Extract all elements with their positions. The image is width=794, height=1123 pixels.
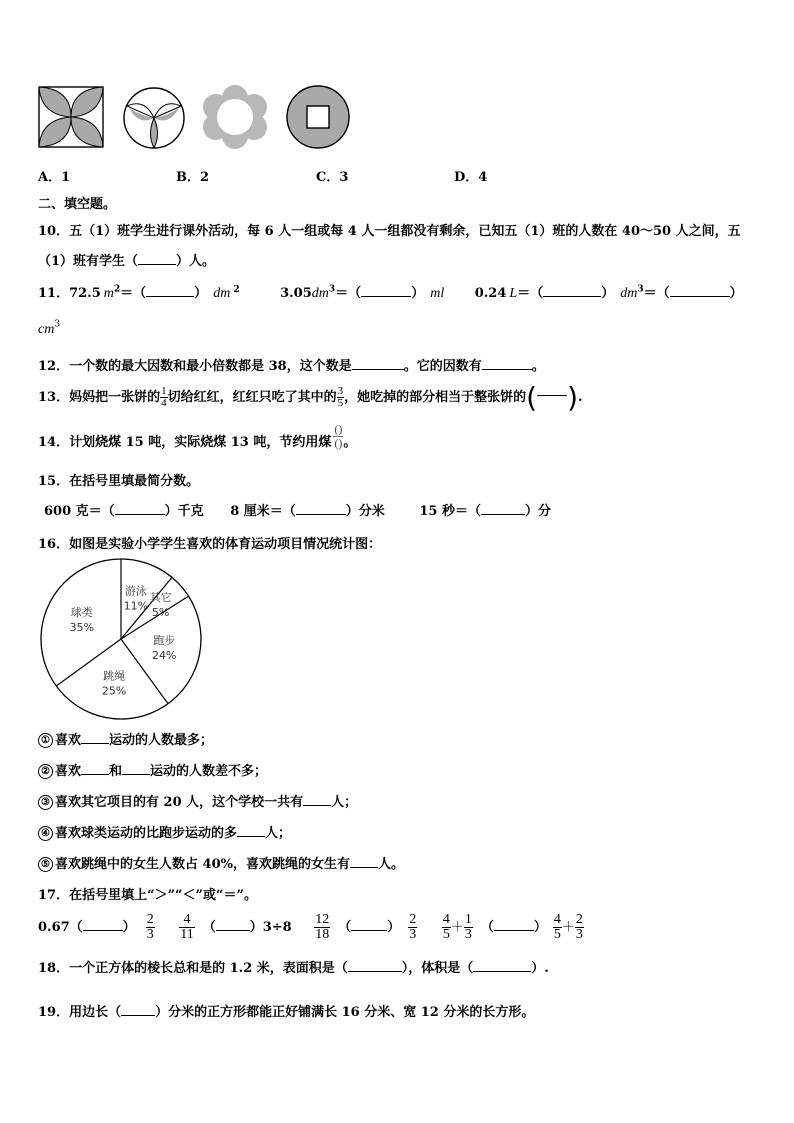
q17-open-3: （ [338, 920, 352, 935]
q11-close-1: ） [194, 286, 208, 301]
q11-unit-cm: cm [38, 322, 55, 337]
pie-slice-name-4: 跳绳 [103, 669, 126, 683]
figure-b-circle-petals [121, 86, 187, 150]
q11-unit-L: L [509, 286, 518, 301]
q11-unit-dm2: dm [213, 286, 231, 301]
q11-close-2: ） [411, 286, 425, 301]
q17-close-3: ） [387, 920, 401, 935]
q13-fraction-2 [337, 386, 345, 409]
q17-f23-den: 3 [146, 927, 154, 942]
pie-slice-percent-3: 24% [151, 649, 177, 663]
q16-item-2 [38, 760, 267, 779]
q13-text-a: 13．妈妈把一张饼的 [38, 390, 161, 405]
q11-unit-m: m [103, 286, 114, 301]
pie-slice-name-2: 其它 [149, 591, 172, 605]
q11-value-1: 72.5 [69, 286, 101, 301]
q11-sup-2: 2 [233, 284, 240, 295]
q13-fraction-1 [160, 386, 168, 409]
q16-4-text-a: 喜欢球类运动的比跑步运动的多 [55, 826, 238, 841]
q16-3-text-a: 喜欢其它项目的有 20 人，这个学校一共有 [55, 795, 304, 810]
q16-4-blank[interactable] [237, 836, 265, 837]
q12-blank-2[interactable] [482, 369, 532, 370]
q17-frac-4-5 [442, 913, 451, 942]
q14-f-num: () [334, 422, 343, 436]
q16-2-text-c: 运动的人数差不多； [150, 764, 268, 779]
q17-blank-1[interactable] [83, 930, 123, 931]
q11-value-3: 0.24 [474, 286, 507, 301]
q17-close-2: ） [249, 920, 263, 935]
q10-line2 [38, 250, 215, 269]
q17-f45-den: 5 [442, 927, 450, 942]
q11-cm3 [38, 318, 60, 338]
q11-eq-2: ＝（ [335, 286, 362, 301]
q11-unit-dm3-b: dm [620, 286, 638, 301]
q17-frac-2-3 [146, 913, 155, 942]
q18-text-b: ），体积是（ [401, 961, 474, 976]
q11-sup-4: 3 [637, 284, 644, 295]
q13-f2-num: 3 [337, 385, 344, 397]
q16-5-blank[interactable] [350, 867, 378, 868]
q13-line [38, 380, 583, 414]
q17-frac-2-3-b [408, 913, 417, 942]
q12-text-a: 12．一个数的最大因数和最小倍数都是 38，这个数是 [38, 359, 352, 374]
q19-text-a: 19．用边长（ [38, 1005, 122, 1020]
option-c[interactable]: C．3 [316, 170, 349, 185]
q13-text-b: 切给红红，红红只吃了其中的 [167, 390, 337, 405]
q17-a-text: 0.67（ [38, 920, 83, 935]
q17-f411-num: 4 [179, 913, 194, 928]
q16-1-text-b: 运动的人数最多； [109, 733, 214, 748]
q17-f23b-num: 2 [409, 912, 417, 927]
q17-close-4: ） [533, 920, 547, 935]
q15-blank-2[interactable] [296, 514, 346, 515]
q15-a-unit: ）千克 [164, 504, 204, 519]
q17-line [38, 910, 584, 946]
section-heading: 二、填空题。 [38, 197, 117, 212]
q11-sup-1: 2 [113, 284, 121, 295]
q14-line [38, 423, 356, 456]
q18-text-c: ）. [531, 961, 549, 976]
q17-open-4: （ [480, 920, 494, 935]
option-b[interactable]: B．2 [176, 170, 210, 185]
q17-open-2: （ [202, 920, 216, 935]
figure-d-coin [285, 84, 351, 150]
q16-1-blank[interactable] [81, 743, 109, 744]
q15-b-text: 8 厘米＝（ [230, 504, 296, 519]
q12-blank-1[interactable] [352, 369, 404, 370]
q15-blank-1[interactable] [115, 514, 165, 515]
q15-blank-3[interactable] [481, 514, 525, 515]
q11-value-2: 3.05 [280, 286, 312, 301]
q11-number: 11． [38, 286, 70, 301]
q18-blank-2[interactable] [473, 971, 531, 972]
pie-chart [36, 554, 206, 724]
q17-f13-num: 1 [464, 912, 472, 927]
q16-2-text-b: 和 [109, 764, 123, 779]
q11-blank-3[interactable] [543, 296, 601, 297]
q15-a-text: 600 克＝（ [44, 504, 115, 519]
q17-f45-num: 4 [442, 912, 450, 927]
q16-item-5 [38, 853, 404, 872]
q17-close-1: ） [122, 920, 136, 935]
q10-line1: 10．五（1）班学生进行课外活动，每 6 人一组或每 4 人一组都没有剩余，已知五（1）班的人数在 40～50 人之间，五 [38, 224, 741, 239]
q17-frac-12-18 [314, 913, 330, 942]
q13-answer-paren[interactable]: ( ) [526, 380, 578, 414]
q12-text-b: 。它的因数有 [403, 359, 482, 374]
q11-line [38, 282, 743, 302]
q19-line [38, 1001, 534, 1020]
q17-frac-1-3 [464, 913, 473, 942]
q16-2-text-a: 喜欢 [55, 764, 82, 779]
q16-3-blank[interactable] [303, 805, 331, 806]
q10-answer-blank[interactable] [138, 264, 176, 265]
q13-text-c: ，她吃掉的部分相当于整张饼的 [344, 390, 527, 405]
q11-eq-1: ＝（ [120, 286, 147, 301]
q17-f1218-num: 12 [315, 912, 330, 927]
q16-mark-5: ⑤ [38, 857, 53, 872]
q18-text-a: 18．一个正方体的棱长总和是的 1.2 米，表面积是（ [38, 961, 348, 976]
q15-c-unit: ）分 [524, 504, 551, 519]
figure-c-flower [202, 84, 268, 150]
pie-slice-percent-5: 35% [69, 621, 95, 635]
q14-f-den: () [334, 436, 343, 450]
q12-line [38, 355, 545, 374]
q17-plus-2: ＋ [561, 920, 575, 935]
pie-slice-percent-2: 5% [151, 606, 170, 620]
q19-text-b: ）分米的正方形都能正好铺满长 16 分米、宽 12 分米的长方形。 [155, 1005, 535, 1020]
q13-f1-den: 4 [161, 397, 167, 409]
q11-blank-1[interactable] [146, 296, 194, 297]
figure-a-square-petals [38, 86, 104, 148]
q10-text-b: ）人。 [176, 254, 216, 269]
option-d[interactable]: D．4 [454, 170, 488, 185]
q16-mark-2: ② [38, 764, 53, 779]
pie-slice-percent-4: 25% [101, 684, 127, 698]
q16-mark-3: ③ [38, 795, 53, 810]
pie-slice-name-3: 跑步 [153, 634, 176, 648]
q11-sup-3: 3 [328, 284, 336, 295]
q11-sup-5: 3 [54, 319, 61, 330]
q18-line [38, 957, 549, 976]
q17-f23c-den: 3 [575, 927, 583, 942]
q11-blank-4[interactable] [670, 296, 730, 297]
q11-blank-2[interactable] [361, 296, 411, 297]
q12-text-c: 。 [531, 359, 545, 374]
q17-f45b-den: 5 [553, 927, 561, 942]
q17-div: 3÷8 [262, 920, 292, 935]
q17-f45b-num: 4 [553, 912, 561, 927]
q17-blank-4[interactable] [494, 930, 534, 931]
q13-text-d: . [578, 390, 583, 405]
q15-b-unit: ）分米 [345, 504, 385, 519]
q10-text-a: （1）班有学生（ [38, 254, 139, 269]
q13-f1-num: 1 [161, 385, 167, 397]
q17-f23b-den: 3 [409, 927, 417, 942]
q16-4-text-b: 人； [265, 826, 292, 841]
q11-unit-ml: ml [430, 286, 445, 301]
q16-2-blank-2[interactable] [122, 774, 150, 775]
q16-mark-1: ① [38, 733, 53, 748]
q16-5-text-b: 人。 [377, 857, 404, 872]
q16-mark-4: ④ [38, 826, 53, 841]
q16-item-3 [38, 791, 357, 810]
q17-f411-den: 11 [180, 927, 194, 942]
q11-unit-dm3: dm [311, 286, 329, 301]
q15-c-text: 15 秒＝（ [419, 504, 481, 519]
q17-f23c-num: 2 [575, 912, 583, 927]
q11-eq-3: ＝（ [517, 286, 544, 301]
q15-line [44, 500, 551, 519]
q17-frac-4-11 [179, 913, 194, 942]
q14-fraction-blank[interactable] [333, 423, 343, 450]
q15-title: 15．在括号里填最简分数。 [38, 474, 200, 489]
q11-close-3: ） [601, 286, 615, 301]
q17-f13-den: 3 [464, 927, 472, 942]
q17-f1218-den: 18 [315, 927, 330, 942]
q16-5-text-a: 喜欢跳绳中的女生人数占 40%，喜欢跳绳的女生有 [55, 857, 350, 872]
q19-blank[interactable] [121, 1015, 155, 1016]
q14-text-b: 。 [343, 435, 357, 450]
option-a[interactable]: A．1 [38, 170, 71, 185]
q11-eq-4: ＝（ [643, 286, 670, 301]
q18-blank-1[interactable] [348, 971, 402, 972]
q16-3-text-b: 人； [331, 795, 358, 810]
q17-frac-4-5-b [553, 913, 562, 942]
q17-blank-3[interactable] [351, 930, 387, 931]
q16-2-blank-1[interactable] [81, 774, 109, 775]
q13-f2-den: 5 [337, 397, 344, 409]
pie-slice-name-1: 游泳 [124, 584, 147, 598]
q17-blank-2[interactable] [216, 930, 250, 931]
q17-frac-2-3-c [575, 913, 584, 942]
q16-1-text-a: 喜欢 [55, 733, 82, 748]
pie-slice-name-5: 球类 [70, 606, 93, 620]
pie-slice-percent-1: 11% [123, 599, 149, 613]
q17-title: 17．在括号里填上“＞”“＜”或“＝”。 [38, 888, 257, 903]
q17-f23-num: 2 [146, 912, 154, 927]
q16-title: 16．如图是实验小学学生喜欢的体育运动项目情况统计图： [38, 537, 382, 552]
q11-close-4: ） [729, 286, 743, 301]
q16-item-4 [38, 822, 291, 841]
q14-text-a: 14．计划烧煤 15 吨，实际烧煤 13 吨，节约用煤 [38, 435, 332, 450]
q16-item-1 [38, 729, 213, 748]
q17-plus-1: ＋ [450, 920, 464, 935]
